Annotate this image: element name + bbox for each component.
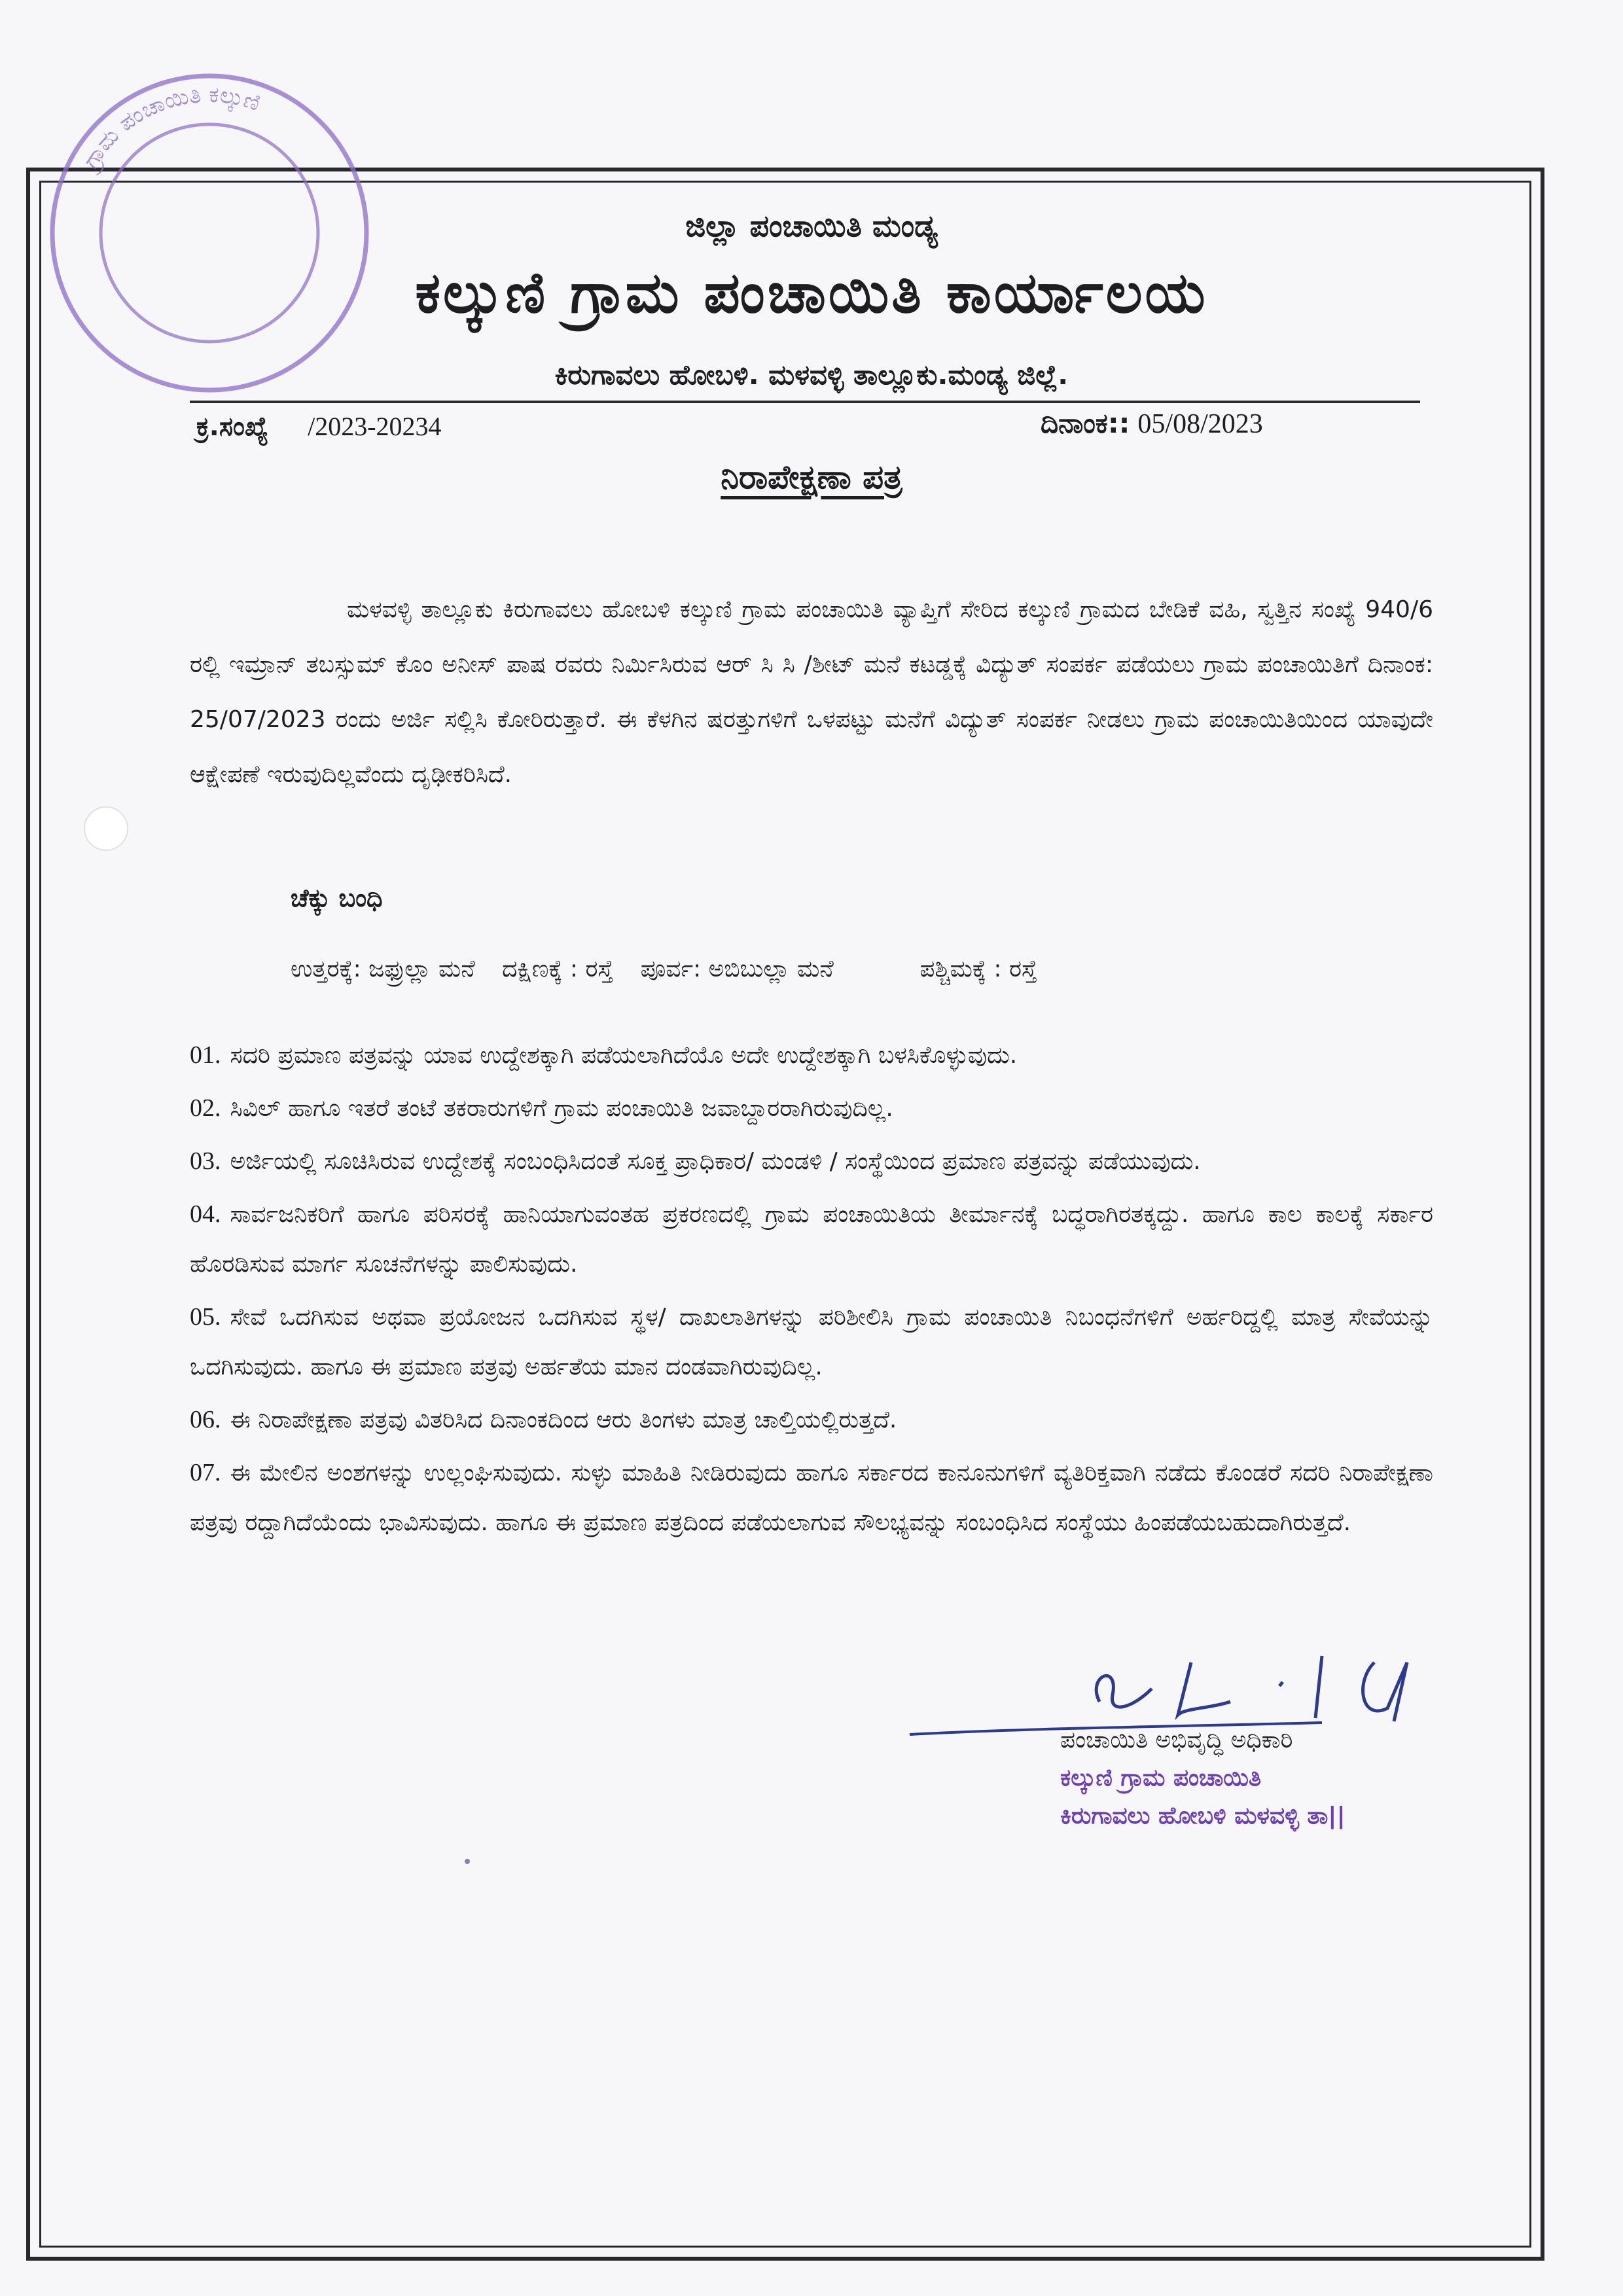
signatory-office: ಕಲ್ಕುಣಿ ಗ್ರಾಮ ಪಂಚಾಯಿತಿ xyxy=(1060,1765,1262,1791)
reference-number xyxy=(196,411,442,442)
issue-date xyxy=(1041,407,1263,440)
condition-item: 02. ಸಿವಿಲ್ ಹಾಗೂ ಇತರೆ ತಂಟೆ ತಕರಾರುಗಳಿಗೆ ಗ್ರಾಮ ಪಂಚಾಯಿತಿ ಜವಾಬ್ದಾರರಾಗಿರುವುದಿಲ್ಲ. xyxy=(190,1094,893,1122)
condition-item: 03. ಅರ್ಜಿಯಲ್ಲಿ ಸೂಚಿಸಿರುವ ಉದ್ದೇಶಕ್ಕೆ ಸಂಬಂಧಿಸಿದಂತೆ ಸೂಕ್ತ ಪ್ರಾಧಿಕಾರ/ ಮಂಡಳಿ / ಸಂಸ್ಥೆಯಿಂದ ಪ್ರಮಾಣ ಪತ್ರವನ್ನು ಪಡೆಯುವುದು. xyxy=(190,1147,1201,1175)
condition-item: 07. ಈ ಮೇಲಿನ ಅಂಶಗಳನ್ನು ಉಲ್ಲಂಘಿಸುವುದು. ಸುಳ್ಳು ಮಾಹಿತಿ ನೀಡಿರುವುದು ಹಾಗೂ ಸರ್ಕಾರದ ಕಾನೂನುಗಳಿಗೆ ವ್ಯತಿರಿಕ್ತವಾಗಿ ನಡೆದು ಕೊಂಡರೆ ಸದರಿ ನಿರಾಪೇಕ್ಷಣಾ ಪತ್ರವು ರದ್ದಾಗಿದೆಯೆಂದು ಭಾವಿಸುವುದು. ಹಾಗೂ ಈ ಪ್ರಮಾಣ ಪತ್ರದಿಂದ ಪಡೆಯಲಾಗುವ ಸೌಲಭ್ಯವನ್ನು ಸಂಬಂಧಿಸಿದ ಸಂಸ್ಥೆಯು ಹಿಂಪಡೆಯಬಹುದಾಗಿರುತ್ತದೆ. xyxy=(190,1459,1433,1536)
boundary-north: ಉತ್ತರಕ್ಕೆ: ಜಫ್ರುಲ್ಲಾ ಮನೆ xyxy=(291,956,475,982)
seal-text: ಗ್ರಾಮ ಪಂಚಾಯಿತಿ ಕಲ್ಕುಣಿ xyxy=(77,81,264,173)
body-paragraph: ಮಳವಳ್ಳಿ ತಾಲ್ಲೂಕು ಕಿರುಗಾವಲು ಹೋಬಳಿ ಕಲ್ಕುಣಿ ಗ್ರಾಮ ಪಂಚಾಯಿತಿ ವ್ಯಾಪ್ತಿಗೆ ಸೇರಿದ ಕಲ್ಕುಣಿ ಗ್ರಾಮದ ಬೇಡಿಕೆ ವಹಿ, ಸ್ವತ್ತಿನ ಸಂಖ್ಯೆ 940/6 ರಲ್ಲಿ ಇಮ್ರಾನ್ ತಬಸ್ಸುಮ್ ಕೊಂ ಅನೀಸ್ ಪಾಷ ರವರು ನಿರ್ಮಿಸಿರುವ ಆರ್ ಸಿ ಸಿ /ಶೀಟ್ ಮನೆ ಕಟಡ್ಡಕ್ಕೆ ವಿದ್ಯುತ್ ಸಂಪರ್ಕ ಪಡೆಯಲು ಗ್ರಾಮ ಪಂಚಾಯಿತಿಗೆ ದಿನಾಂಕ: 25/07/2023 ರಂದು ಅರ್ಜಿ ಸಲ್ಲಿಸಿ ಕೋರಿರುತ್ತಾರೆ. ಈ ಕೆಳಗಿನ ಷರತ್ತುಗಳಿಗೆ ಒಳಪಟ್ಟು ಮನೆಗೆ ವಿದ್ಯುತ್ ಸಂಪರ್ಕ ನೀಡಲು ಗ್ರಾಮ ಪಂಚಾಯಿತಿಯಿಂದ ಯಾವುದೇ ಆಕ್ಷೇಪಣೆ ಇರುವುದಿಲ್ಲವೆಂದು ದೃಢೀಕರಿಸಿದೆ. xyxy=(190,596,1433,788)
conditions-list xyxy=(190,1030,1433,1551)
header-rule xyxy=(190,401,1420,403)
boundary-west: ಪಶ್ಚಿಮಕ್ಕೆ : ರಸ್ತೆ xyxy=(919,956,1037,982)
condition-item: 04. ಸಾರ್ವಜನಿಕರಿಗೆ ಹಾಗೂ ಪರಿಸರಕ್ಕೆ ಹಾನಿಯಾಗುವಂತಹ ಪ್ರಕರಣದಲ್ಲಿ ಗ್ರಾಮ ಪಂಚಾಯಿತಿಯ ತೀರ್ಮಾನಕ್ಕೆ ಬದ್ಧರಾಗಿರತಕ್ಕದ್ದು. ಹಾಗೂ ಕಾಲ ಕಾಲಕ್ಕೆ ಸರ್ಕಾರ ಹೊರಡಿಸುವ ಮಾರ್ಗ ಸೂಚನೆಗಳನ್ನು ಪಾಲಿಸುವುದು. xyxy=(190,1200,1433,1278)
svg-text:ಗ್ರಾಮ ಪಂಚಾಯಿತಿ ಕಲ್ಕುಣಿ xyxy=(75,82,263,177)
paper-speck xyxy=(465,1859,470,1864)
office-title: ಕಲ್ಕುಣಿ ಗ್ರಾಮ ಪಂಚಾಯಿತಿ ಕಾರ್ಯಾಲಯ xyxy=(415,260,1208,326)
boundary-heading: ಚೆಕ್ಕು ಬಂಧಿ xyxy=(291,884,383,912)
boundary-details xyxy=(291,956,1442,983)
signatory-location: ಕಿರುಗಾವಲು ಹೋಬಳಿ ಮಳವಳ್ಳಿ ತಾ|| xyxy=(1060,1803,1346,1829)
boundary-east: ಪೂರ್ವ: ಅಬಿಬುಲ್ಲಾ ಮನೆ xyxy=(640,956,834,982)
reference-label: ಕ್ರ.ಸಂಖ್ಯೆ xyxy=(196,412,269,442)
signatory-designation: ಪಂಚಾಯಿತಿ ಅಭಿವೃದ್ಧಿ ಅಧಿಕಾರಿ xyxy=(1060,1727,1293,1753)
date-value: 05/08/2023 xyxy=(1137,409,1263,439)
punch-hole xyxy=(84,806,128,851)
date-label: ದಿನಾಂಕ:: xyxy=(1041,407,1130,439)
document-title: ನಿರಾಪೇಕ್ಷಣಾ ಪತ್ರ xyxy=(721,458,902,496)
condition-item: 06. ಈ ನಿರಾಪೇಕ್ಷಣಾ ಪತ್ರವು ವಿತರಿಸಿದ ದಿನಾಂಕದಿಂದ ಆರು ತಿಂಗಳು ಮಾತ್ರ ಚಾಲ್ತಿಯಲ್ಲಿರುತ್ತದೆ. xyxy=(190,1406,897,1433)
reference-value: /2023-20234 xyxy=(308,412,442,441)
boundary-south: ದಕ್ಷಿಣಕ್ಕೆ : ರಸ್ತೆ xyxy=(502,956,614,982)
district-name: ಜಿಲ್ಲಾ ಪಂಚಾಯಿತಿ ಮಂಡ್ಯ xyxy=(685,208,938,243)
condition-item: 01. ಸದರಿ ಪ್ರಮಾಣ ಪತ್ರವನ್ನು ಯಾವ ಉದ್ದೇಶಕ್ಕಾಗಿ ಪಡೆಯಲಾಗಿದೆಯೊ ಅದೇ ಉದ್ದೇಶಕ್ಕಾಗಿ ಬಳಸಿಕೊಳ್ಳುವುದು. xyxy=(190,1041,1018,1069)
signatory-block xyxy=(1060,1721,1518,1835)
office-address: ಕಿರುಗಾವಲು ಹೋಬಳಿ. ಮಳವಳ್ಳಿ ತಾಲ್ಲೂಕು.ಮಂಡ್ಯ ಜಿಲ್ಲೆ. xyxy=(554,359,1069,391)
condition-item: 05. ಸೇವೆ ಒದಗಿಸುವ ಅಥವಾ ಪ್ರಯೋಜನ ಒದಗಿಸುವ ಸ್ಥಳ/ ದಾಖಲಾತಿಗಳನ್ನು ಪರಿಶೀಲಿಸಿ ಗ್ರಾಮ ಪಂಚಾಯಿತಿ ನಿಬಂಧನೆಗಳಿಗೆ ಅರ್ಹರಿದ್ದಲ್ಲಿ ಮಾತ್ರ ಸೇವೆಯನ್ನು ಒದಗಿಸುವುದು. ಹಾಗೂ ಈ ಪ್ರಮಾಣ ಪತ್ರವು ಅರ್ಹತೆಯ ಮಾನ ದಂಡವಾಗಿರುವುದಿಲ್ಲ. xyxy=(190,1303,1433,1380)
